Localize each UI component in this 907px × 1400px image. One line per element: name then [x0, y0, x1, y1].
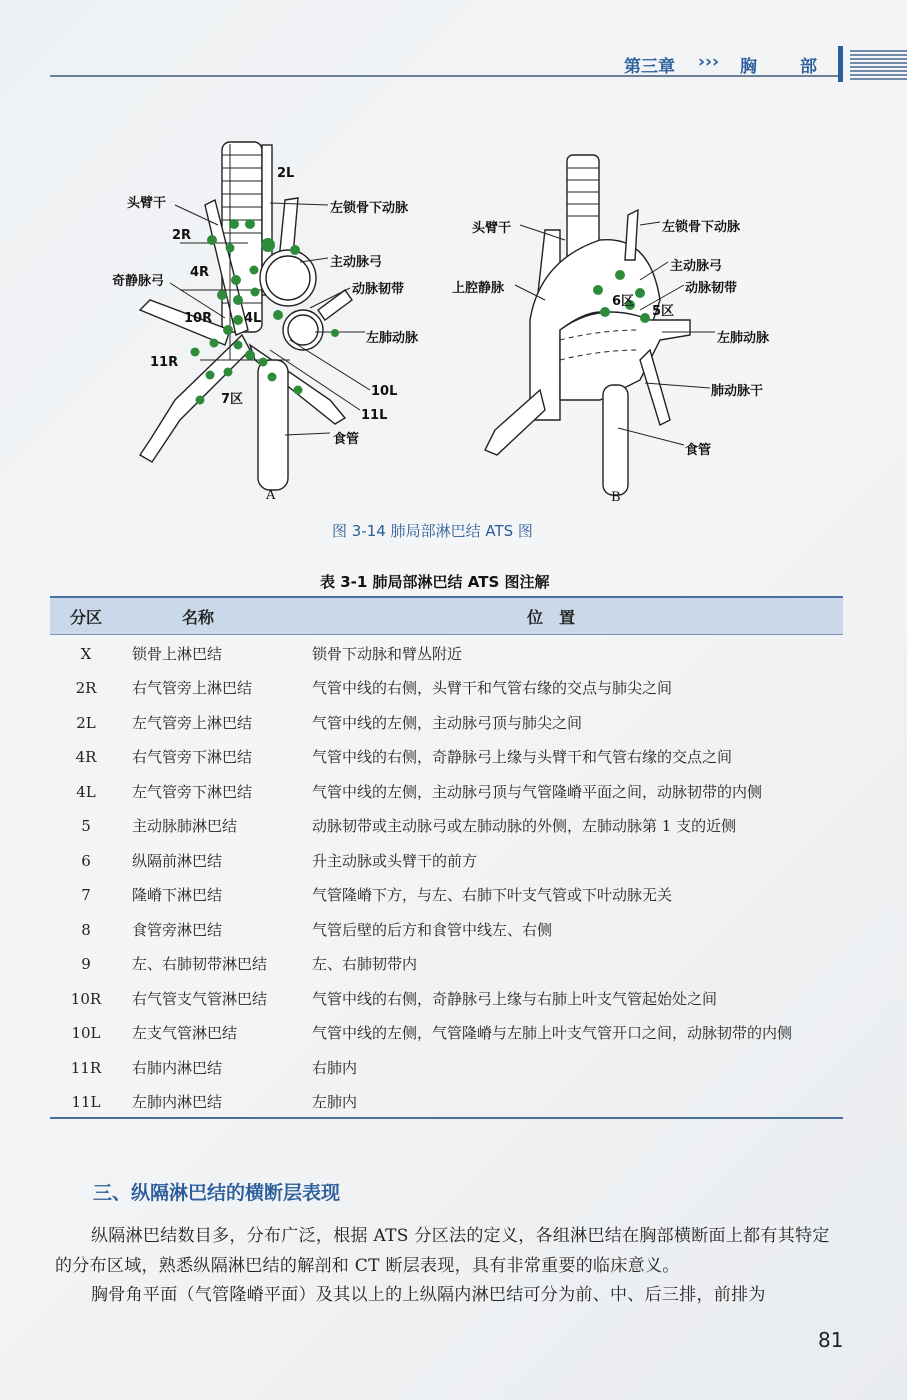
label-brachiocephalic-a: 头臂干	[127, 196, 167, 211]
chapter-label: 第三章	[624, 57, 675, 77]
table-row	[50, 1049, 843, 1084]
table-row	[50, 980, 843, 1015]
label-left-pulmonary-b: 左肺动脉	[717, 331, 770, 346]
cell-location: 升主动脉或头臂干的前方	[312, 851, 478, 870]
cell-name: 左气管旁下淋巴结	[132, 782, 253, 801]
cell-location: 气管隆嵴下方，与左、右肺下叶支气管或下叶动脉无关	[312, 886, 673, 904]
label-7: 7区	[221, 392, 244, 407]
label-brachiocephalic-b: 头臂干	[472, 221, 512, 236]
cell-zone: X	[80, 645, 92, 663]
label-10R: 10R	[184, 311, 213, 326]
col-header-location: 位 置	[527, 607, 576, 627]
chapter-title-2: 部	[800, 57, 817, 77]
label-4L: 4L	[244, 311, 262, 326]
cell-name: 右气管旁下淋巴结	[132, 748, 253, 766]
cell-name: 右气管支气管淋巴结	[132, 989, 268, 1008]
cell-location: 动脉韧带或主动脉弓或左肺动脉的外侧，左肺动脉第 1 支的近侧	[312, 817, 737, 835]
cell-name: 锁骨上淋巴结	[132, 645, 223, 663]
cell-name: 左支气管淋巴结	[132, 1024, 238, 1042]
label-6: 6区	[612, 294, 635, 309]
col-header-zone: 分区	[69, 607, 102, 627]
col-header-name: 名称	[182, 607, 215, 627]
table-row	[50, 945, 843, 980]
label-10L: 10L	[371, 384, 398, 399]
lymph-node-diagram	[0, 0, 907, 520]
cell-name: 食管旁淋巴结	[132, 920, 223, 939]
cell-zone: 8	[81, 920, 91, 939]
table-title: 表 3-1 肺局部淋巴结 ATS 图注解	[320, 573, 550, 591]
table-row	[50, 773, 843, 808]
label-aortic-arch-b: 主动脉弓	[670, 259, 723, 274]
table-row	[50, 842, 843, 877]
label-11R: 11R	[150, 355, 179, 370]
table-row	[50, 635, 843, 670]
cell-name: 左肺内淋巴结	[132, 1093, 223, 1111]
label-ligamentum-a: 动脉韧带	[352, 282, 405, 297]
cell-zone: 11L	[71, 1093, 101, 1111]
cell-name: 主动脉肺淋巴结	[132, 817, 238, 835]
cell-location: 气管中线的左侧，气管隆嵴与左肺上叶支气管开口之间，动脉韧带的内侧	[312, 1024, 793, 1042]
cell-location: 左、右肺韧带内	[312, 955, 418, 973]
section-heading: 三、纵隔淋巴结的横断层表现	[93, 1182, 341, 1204]
label-11L: 11L	[361, 408, 388, 423]
paragraph-2: 胸骨角平面（气管隆嵴平面）及其以上的上纵隔内淋巴结可分为前、中、后三排，前排为	[91, 1285, 766, 1305]
label-left-pulmonary-a: 左肺动脉	[366, 331, 419, 346]
label-aortic-arch-a: 主动脉弓	[330, 255, 383, 270]
cell-zone: 11R	[70, 1058, 102, 1077]
cell-zone: 2R	[75, 679, 97, 697]
label-esophagus-a: 食管	[333, 432, 360, 447]
table-row	[50, 807, 843, 842]
cell-location: 左肺内	[312, 1093, 358, 1111]
cell-name: 右肺内淋巴结	[132, 1058, 223, 1077]
table-row	[50, 911, 843, 946]
label-azygos-arch: 奇静脉弓	[112, 274, 165, 289]
cell-zone: 9	[81, 955, 91, 973]
cell-location: 右肺内	[312, 1058, 358, 1077]
cell-location: 气管中线的右侧，奇静脉弓上缘与右肺上叶支气管起始处之间	[312, 989, 718, 1008]
cell-name: 隆嵴下淋巴结	[132, 886, 223, 904]
cell-zone: 4L	[76, 782, 96, 801]
table-row	[50, 669, 843, 704]
lymph-node-table	[50, 596, 843, 1119]
cell-name: 纵隔前淋巴结	[132, 851, 223, 870]
table-header-row	[50, 597, 843, 635]
label-2L: 2L	[277, 166, 295, 181]
chevron-icon: ›››	[698, 52, 720, 72]
label-svc: 上腔静脉	[452, 281, 505, 296]
cell-zone: 6	[81, 851, 91, 870]
cell-name: 右气管旁上淋巴结	[132, 679, 253, 697]
label-left-subclavian-b: 左锁骨下动脉	[662, 220, 741, 235]
label-2R: 2R	[172, 228, 192, 243]
cell-zone: 10R	[70, 989, 102, 1008]
label-esophagus-b: 食管	[685, 443, 712, 458]
table-row	[50, 738, 843, 773]
table-row	[50, 876, 843, 911]
chapter-title-1: 胸	[740, 57, 757, 77]
table-row	[50, 704, 843, 739]
label-ligamentum-b: 动脉韧带	[685, 281, 738, 296]
table-row	[50, 1014, 843, 1049]
label-pulmonary-trunk: 肺动脉干	[711, 384, 764, 399]
cell-name: 左气管旁上淋巴结	[132, 713, 253, 732]
cell-zone: 7	[81, 886, 91, 904]
figure-caption: 图 3-14 肺局部淋巴结 ATS 图	[332, 522, 533, 540]
panel-a-letter: A	[266, 488, 276, 503]
page-number: 81	[818, 1328, 844, 1352]
label-4R: 4R	[190, 265, 210, 280]
panel-b-letter: B	[611, 490, 621, 505]
table-row	[50, 1083, 843, 1118]
cell-location: 气管中线的右侧，奇静脉弓上缘与头臂干和气管右缘的交点之间	[312, 748, 733, 766]
label-5: 5区	[652, 304, 675, 319]
cell-location: 气管中线的左侧，主动脉弓顶与肺尖之间	[312, 713, 583, 732]
cell-location: 气管后壁的后方和食管中线左、右侧	[312, 920, 553, 939]
cell-zone: 4R	[75, 748, 97, 766]
cell-zone: 10L	[71, 1024, 101, 1042]
cell-zone: 2L	[76, 713, 96, 732]
paragraph-1: 纵隔淋巴结数目多，分布广泛，根据 ATS 分区法的定义，各组淋巴结在胸部横断面上都有其特定的分布区域，熟悉纵隔淋巴结的解剖和 CT 断层表现，具有非常重要的临床意义。	[55, 1226, 830, 1276]
cell-name: 左、右肺韧带淋巴结	[132, 955, 268, 973]
cell-zone: 5	[81, 817, 91, 835]
cell-location: 锁骨下动脉和臂丛附近	[312, 645, 463, 663]
label-left-subclavian-a: 左锁骨下动脉	[330, 201, 409, 216]
cell-location: 气管中线的左侧，主动脉弓顶与气管隆嵴平面之间，动脉韧带的内侧	[312, 782, 763, 801]
cell-location: 气管中线的右侧，头臂干和气管右缘的交点与肺尖之间	[312, 679, 673, 697]
esophagus-b	[603, 385, 628, 495]
